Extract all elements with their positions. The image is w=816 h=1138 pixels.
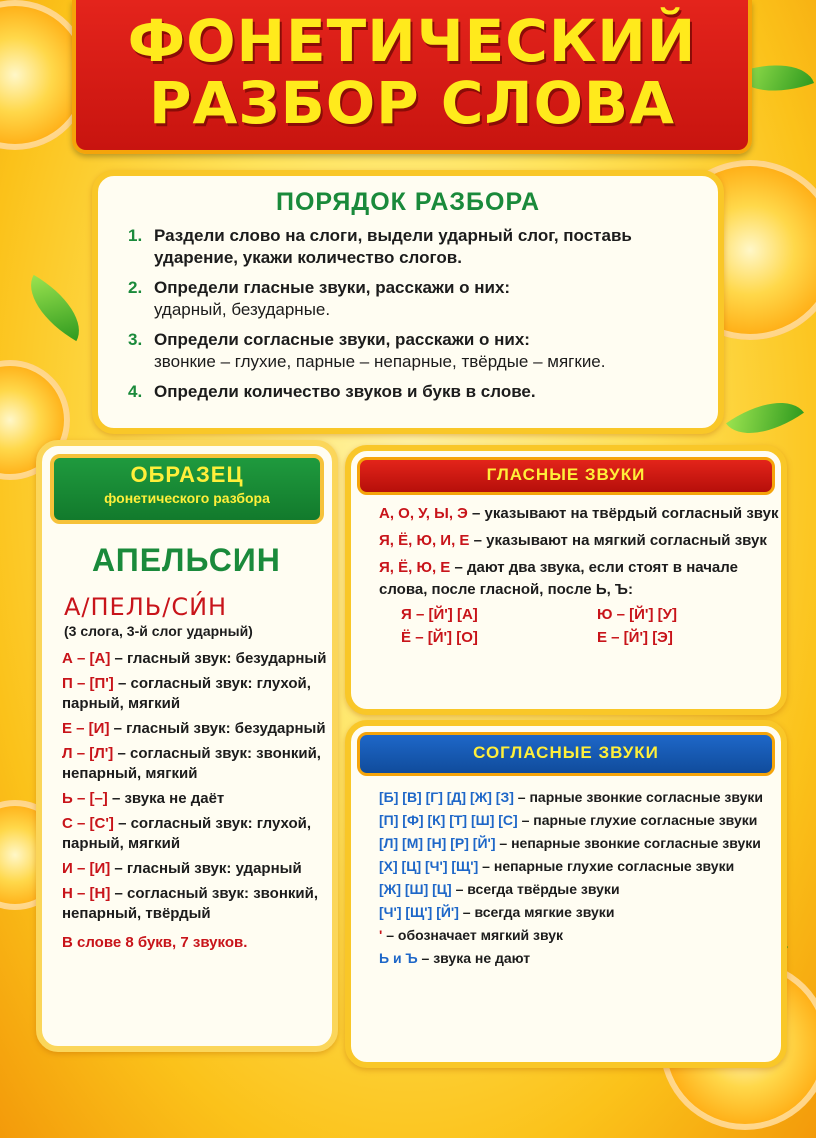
sample-summary: В слове 8 букв, 7 звуков. (62, 934, 248, 951)
order-step: 4. Определи количество звуков и букв в слове. (128, 382, 536, 401)
letter-list (62, 649, 332, 924)
vowel-rule: Я, Ё, Ю, Е – дают два звука, если стоят в начале слова, после гласной, после Ь, Ъ: (379, 559, 738, 598)
sample-header (50, 454, 324, 524)
sample-title: ОБРАЗЕЦ (130, 462, 244, 487)
letter-item: А – [А] – гласный звук: безударный (62, 650, 327, 667)
consonants-card (345, 720, 787, 1068)
consonant-item: [Х] [Ц] [Ч'] [Щ'] – непарные глухие согласные звуки (379, 858, 735, 874)
letter-item: С – [С'] – согласный звук: глухой, парный, мягкий (62, 815, 312, 852)
iotated-item: Ё – [Й'] [О] (401, 629, 478, 646)
vowels-card (345, 445, 787, 715)
letter-item: И – [И] – гласный звук: ударный (62, 860, 302, 877)
sample-card (36, 440, 338, 1052)
sample-subtitle: фонетического разбора (104, 490, 270, 506)
consonant-list (379, 786, 781, 969)
leaf-decoration (726, 383, 804, 453)
letter-item: Ь – [–] – звука не даёт (62, 790, 225, 807)
consonant-item: Ь и Ъ – звука не дают (379, 950, 531, 966)
consonant-item: [Ж] [Ш] [Ц] – всегда твёрдые звуки (379, 881, 620, 897)
consonant-item: [П] [Ф] [К] [Т] [Ш] [С] – парные глухие согласные звуки (379, 812, 758, 828)
letter-item: Н – [Н] – согласный звук: звонкий, непарный, твёрдый (62, 885, 319, 922)
order-card (92, 170, 724, 434)
title-banner (72, 0, 752, 154)
consonant-item: [Л] [М] [Н] [Р] [Й'] – непарные звонкие согласные звуки (379, 835, 761, 851)
consonant-item: ' – обозначает мягкий звук (379, 927, 564, 943)
consonant-item: [Б] [В] [Г] [Д] [Ж] [З] – парные звонкие согласные звуки (379, 789, 764, 805)
letter-item: Л – [Л'] – согласный звук: звонкий, непарный, мягкий (62, 745, 321, 782)
iotated-item: Ю – [Й'] [У] (597, 606, 677, 623)
consonant-item: [Ч'] [Щ'] [Й'] – всегда мягкие звуки (379, 904, 615, 920)
iotated-vowels (401, 606, 781, 646)
vowel-rules (379, 503, 781, 601)
order-step: 1. Раздели слово на слоги, выдели ударный слог, поставь ударение, укажи количество слогов. (128, 226, 632, 267)
vowel-rule: Я, Ё, Ю, И, Е – указывают на мягкий согласный звук (379, 532, 767, 549)
page-title-line-1: ФОНЕТИЧЕСКИЙ (127, 7, 697, 75)
order-step: 2. Определи гласные звуки, расскажи о них: ударный, безударные. (128, 278, 511, 319)
vowel-rule: А, О, У, Ы, Э – указывают на твёрдый согласный звук (379, 505, 779, 522)
order-list (98, 225, 718, 403)
vowels-title: ГЛАСНЫЕ ЗВУКИ (357, 457, 775, 495)
iotated-item: Е – [Й'] [Э] (597, 629, 673, 646)
order-title: ПОРЯДОК РАЗБОРА (275, 188, 541, 216)
letter-item: П – [П'] – согласный звук: глухой, парный, мягкий (62, 675, 311, 712)
page-title-line-2: РАЗБОР СЛОВА (149, 69, 675, 137)
leaf-decoration (16, 275, 95, 341)
syllable-note: (3 слога, 3-й слог ударный) (64, 623, 253, 639)
iotated-item: Я – [Й'] [А] (401, 606, 478, 623)
letter-item: Е – [И] – гласный звук: безударный (62, 720, 326, 737)
sample-syllables: А/ПЕЛЬ/СИ́Н (64, 593, 228, 621)
sample-word: АПЕЛЬСИН (92, 542, 281, 578)
order-step: 3. Определи согласные звуки, расскажи о них: звонкие – глухие, парные – непарные, твёрдые – мягкие. (128, 330, 606, 371)
consonants-title: СОГЛАСНЫЕ ЗВУКИ (357, 732, 775, 776)
